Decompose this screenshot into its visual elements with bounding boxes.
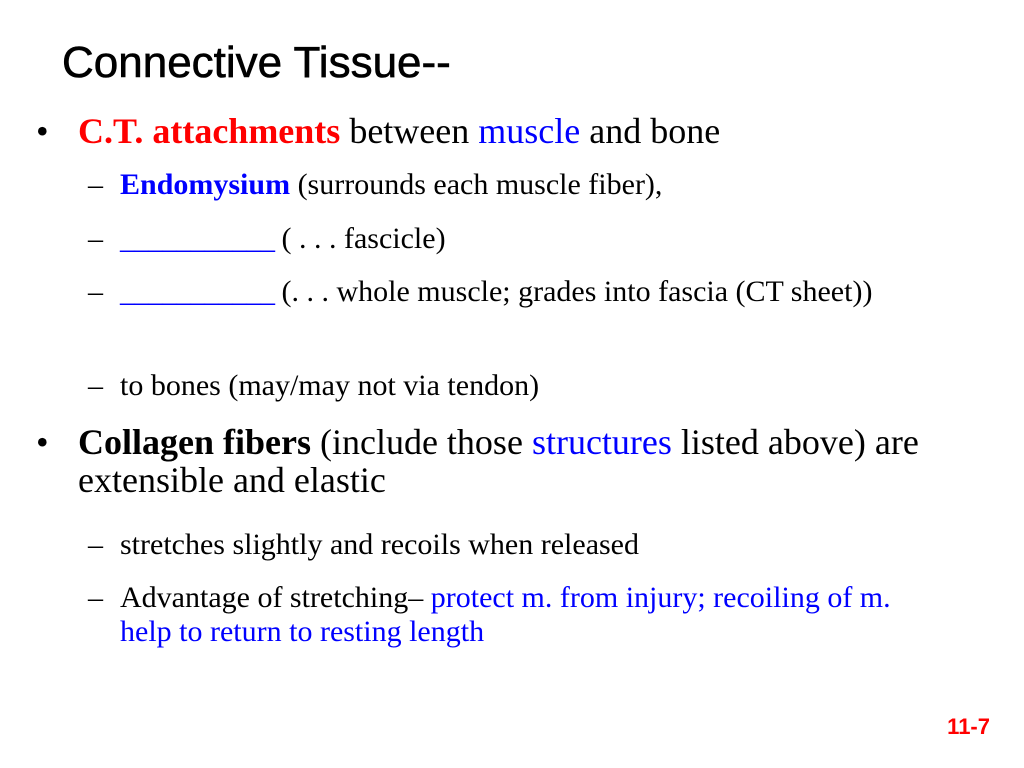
whole-muscle-blank: ___________ xyxy=(120,275,274,308)
subitem-to-bones xyxy=(88,369,960,403)
endomysium-term: Endomysium xyxy=(120,168,291,201)
stretches-text: stretches slightly and recoils when released xyxy=(120,528,639,561)
bullet1-text-end: and bone xyxy=(580,111,721,151)
dash-icon: – xyxy=(88,222,103,255)
dash-icon: – xyxy=(88,369,103,402)
ct-attachments-term: C.T. attachments xyxy=(78,111,341,151)
subitem-endomysium xyxy=(88,168,960,202)
muscle-term: muscle xyxy=(478,111,581,151)
structures-term: structures xyxy=(531,422,672,462)
advantage-label: Advantage of stretching– xyxy=(120,581,431,614)
fascicle-blank: ___________ xyxy=(120,222,274,255)
slide-title: Connective Tissue-- xyxy=(62,38,451,87)
bullet-icon: • xyxy=(36,422,49,462)
bullet1-text-between: between xyxy=(340,111,479,151)
bullet-collagen-fibers xyxy=(36,422,928,500)
dash-icon: – xyxy=(88,275,103,308)
bullet-ct-attachments xyxy=(36,111,958,151)
advantage-desc: protect m. from injury; recoiling of m. help to return to resting length xyxy=(120,581,891,648)
bullet2-text-include: (include those xyxy=(310,422,532,462)
dash-icon: – xyxy=(88,581,103,614)
fascicle-desc: ( . . . fascicle) xyxy=(274,222,446,255)
to-bones-text: to bones (may/may not via tendon) xyxy=(120,369,540,402)
bullet-icon: • xyxy=(36,111,49,151)
whole-muscle-desc: (. . . whole muscle; grades into fascia (CT sheet)) xyxy=(274,275,873,308)
bullet2-text-end: listed above) are extensible and elastic xyxy=(78,422,919,500)
dash-icon: – xyxy=(88,168,103,201)
subitem-whole-muscle xyxy=(88,275,960,309)
collagen-fibers-term: Collagen fibers xyxy=(78,422,311,462)
subitem-stretches xyxy=(88,528,960,562)
subitem-advantage xyxy=(88,581,920,649)
endomysium-desc: (surrounds each muscle fiber), xyxy=(290,168,663,201)
page-number: 11-7 xyxy=(947,714,990,739)
subitem-fascicle xyxy=(88,222,960,256)
dash-icon: – xyxy=(88,528,103,561)
